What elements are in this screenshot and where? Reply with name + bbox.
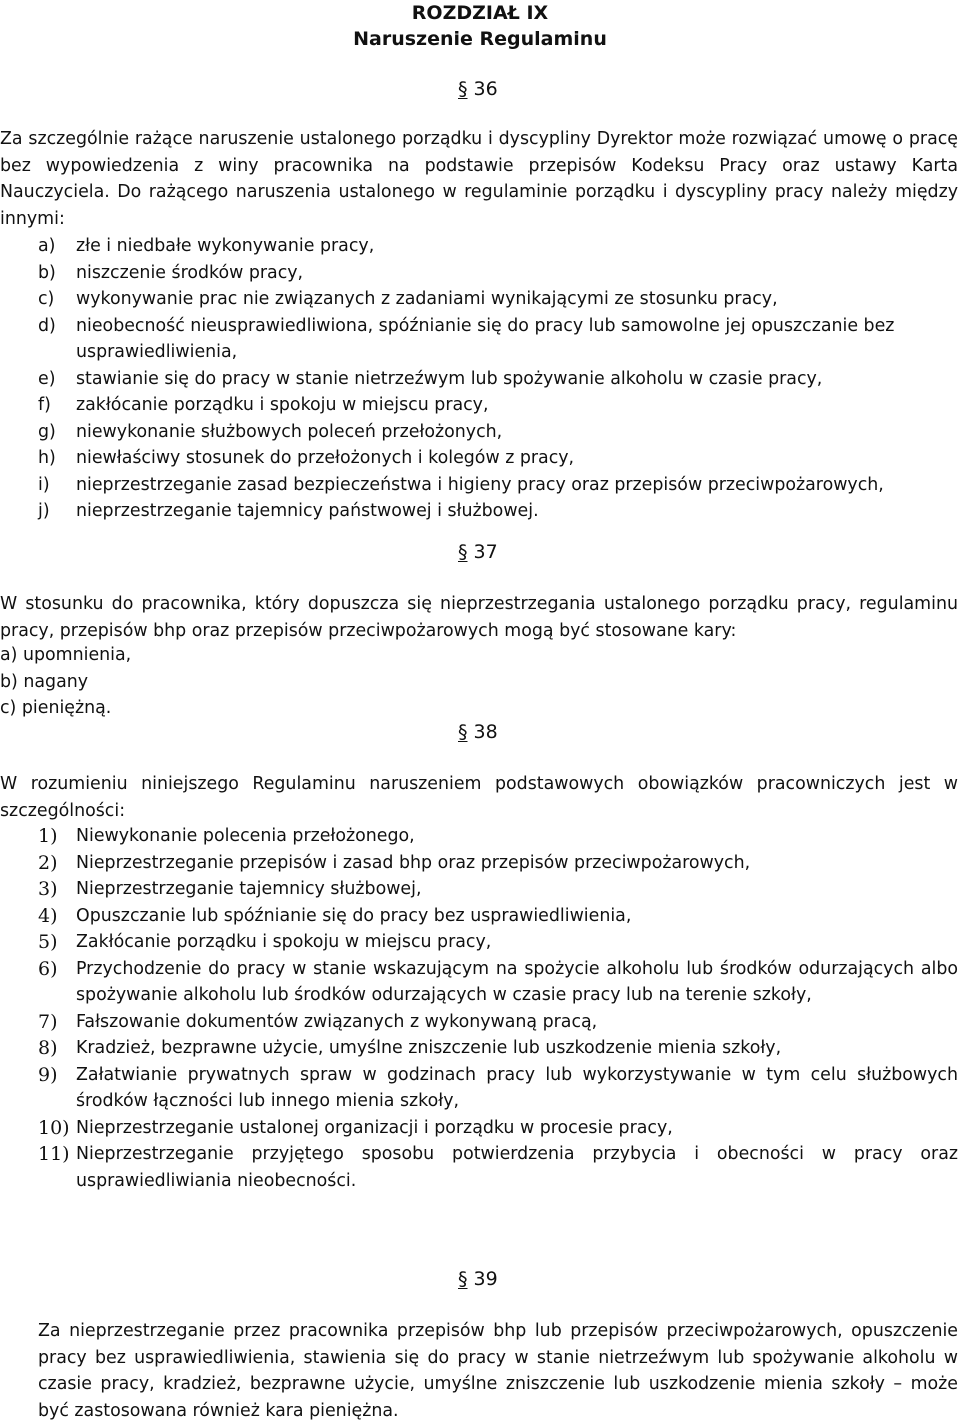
- section-39-heading: [458, 1266, 498, 1292]
- list-item-marker: 10): [38, 1116, 70, 1139]
- list-item-text: nieprzestrzeganie tajemnicy państwowej i służbowej.: [76, 501, 539, 521]
- list-item-text: niewłaściwy stosunek do przełożonych i kolegów z pracy,: [76, 448, 575, 468]
- list-item-marker: 6): [38, 957, 58, 980]
- list-item-text: Nieprzestrzeganie przyjętego sposobu potwierdzenia przybycia i obecności w pracy oraz usprawiedliwiania nieobecności.: [76, 1144, 958, 1191]
- list-item-text: Przychodzenie do pracy w stanie wskazującym na spożycie alkoholu lub środków odurzających albo spożywanie alkoholu lub środków odurzających w czasie pracy lub na terenie szkoły,: [76, 958, 958, 1005]
- list-item: [38, 1141, 958, 1194]
- list-item: [38, 313, 958, 366]
- list-item-text: nieobecność nieusprawiedliwiona, spóźnianie się do pracy lub samowolne jej opuszczanie bez usprawiedliwienia,: [76, 315, 895, 362]
- section-symbol: §: [458, 721, 468, 743]
- chapter-title: Naruszenie Regulaminu: [353, 28, 607, 50]
- section-number: 39: [473, 1268, 498, 1290]
- list-item: [38, 1009, 958, 1036]
- list-item-text: c) pieniężną.: [0, 698, 112, 718]
- list-item-marker: c): [38, 289, 55, 309]
- list-item: [38, 286, 958, 313]
- list-item: [38, 472, 958, 499]
- section-36-paragraph: Za szczególnie rażące naruszenie ustalonego porządku i dyscypliny Dyrektor może rozwiązać umowę o pracę bez wypowiedzenia z winy pracownika na podstawie przepisów Kodeksu Pracy oraz ustawy Karta Nauczyciela. Do rażącego naruszenia ustalonego w regulaminie porządku i dyscypliny pracy należy między innymi:: [0, 129, 958, 229]
- list-item-text: Nieprzestrzeganie tajemnicy służbowej,: [76, 879, 422, 899]
- section-36-heading: [458, 76, 498, 102]
- list-item: [38, 260, 958, 287]
- list-item-text: zakłócanie porządku i spokoju w miejscu pracy,: [76, 395, 489, 415]
- list-item: [38, 366, 958, 393]
- list-item-marker: j): [38, 501, 50, 521]
- list-item: [38, 929, 958, 956]
- section-38-heading: [458, 719, 498, 745]
- section-symbol: §: [458, 1268, 468, 1290]
- list-item-text: a) upomnienia,: [0, 645, 132, 665]
- chapter-heading: [0, 0, 960, 52]
- list-item-text: Zakłócanie porządku i spokoju w miejscu pracy,: [76, 932, 492, 952]
- list-item-text: stawianie się do pracy w stanie nietrzeźwym lub spożywanie alkoholu w czasie pracy,: [76, 368, 823, 389]
- list-item: [38, 1115, 958, 1142]
- list-item-text: niewykonanie służbowych poleceń przełożonych,: [76, 421, 503, 442]
- section-37-paragraph: W stosunku do pracownika, który dopuszcza się nieprzestrzegania ustalonego porządku pracy, regulaminu pracy, przepisów bhp oraz przepisów przeciwpożarowych mogą być stosowane kary:: [0, 594, 958, 641]
- list-item-marker: 9): [38, 1063, 58, 1086]
- list-item-marker: 7): [38, 1010, 58, 1033]
- section-number: 38: [473, 721, 498, 743]
- list-item-marker: f): [38, 395, 51, 415]
- list-item-text: złe i niedbałe wykonywanie pracy,: [76, 236, 375, 256]
- list-item: [38, 445, 958, 472]
- list-item: [38, 876, 958, 903]
- list-item-marker: 8): [38, 1037, 58, 1059]
- list-item-marker: b): [38, 262, 56, 283]
- list-item: [38, 392, 958, 419]
- section-symbol: §: [458, 541, 468, 563]
- list-item-text: niszczenie środków pracy,: [76, 262, 304, 283]
- section-36-list: [38, 233, 958, 525]
- list-item: [0, 695, 131, 722]
- list-item-text: Opuszczanie lub spóźnianie się do pracy bez usprawiedliwienia,: [76, 905, 632, 926]
- list-item: [38, 419, 958, 446]
- list-item-marker: e): [38, 368, 56, 389]
- list-item-text: Nieprzestrzeganie ustalonej organizacji i porządku w procesie pracy,: [76, 1117, 673, 1138]
- list-item-marker: i): [38, 474, 50, 495]
- section-38-list: [38, 823, 958, 1194]
- section-37-heading: [458, 539, 498, 565]
- list-item-marker: 11): [38, 1143, 70, 1165]
- list-item: [38, 498, 958, 525]
- list-item-text: Kradzież, bezprawne użycie, umyślne zniszczenie lub uszkodzenie mienia szkoły,: [76, 1038, 782, 1058]
- list-item-marker: 4): [38, 904, 58, 927]
- section-39-paragraph: Za nieprzestrzeganie przez pracownika przepisów bhp lub przepisów przeciwpożarowych, opuszczenie pracy bez usprawiedliwienia, stawienia się do pracy w stanie nietrzeźwym lub spożywanie alkoholu w czasie pracy, kradzież, bezprawne użycie, umyślne zniszczenie lub uszkodzenie mienia szkoły – może być zastosowana również kara pieniężna.: [38, 1321, 958, 1421]
- section-number: 36: [473, 78, 498, 100]
- list-item: [38, 1035, 958, 1062]
- list-item-text: b) nagany: [0, 671, 89, 692]
- list-item-marker: a): [38, 236, 56, 256]
- list-item-text: nieprzestrzeganie zasad bezpieczeństwa i higieny pracy oraz przepisów przeciwpożarowych,: [76, 474, 884, 495]
- list-item-marker: d): [38, 315, 56, 336]
- list-item: [38, 233, 958, 260]
- list-item-text: Niewykonanie polecenia przełożonego,: [76, 826, 415, 846]
- section-38-paragraph: W rozumieniu niniejszego Regulaminu naruszeniem podstawowych obowiązków pracowniczych jest w szczególności:: [0, 774, 958, 821]
- list-item: [38, 903, 958, 930]
- list-item-text: Fałszowanie dokumentów związanych z wykonywaną pracą,: [76, 1011, 598, 1032]
- list-item-marker: 1): [38, 825, 58, 847]
- list-item-text: Załatwianie prywatnych spraw w godzinach pracy lub wykorzystywanie w tym celu służbowych środków łączności lub innego mienia szkoły,: [76, 1064, 958, 1111]
- list-item-marker: 3): [38, 878, 58, 900]
- section-number: 37: [473, 541, 498, 563]
- list-item-text: Nieprzestrzeganie przepisów i zasad bhp oraz przepisów przeciwpożarowych,: [76, 852, 751, 873]
- list-item-marker: h): [38, 448, 56, 468]
- list-item-marker: 5): [38, 931, 58, 953]
- list-item: [0, 669, 131, 696]
- list-item-marker: g): [38, 421, 56, 442]
- chapter-number: ROZDZIAŁ IX: [411, 2, 549, 24]
- section-symbol: §: [458, 78, 468, 100]
- list-item: [38, 956, 958, 1009]
- list-item: [0, 642, 131, 669]
- section-37-list: [0, 642, 131, 722]
- list-item-marker: 2): [38, 851, 58, 874]
- list-item: [38, 823, 958, 850]
- list-item-text: wykonywanie prac nie związanych z zadaniami wynikającymi ze stosunku pracy,: [76, 289, 778, 309]
- list-item: [38, 1062, 958, 1115]
- list-item: [38, 850, 958, 877]
